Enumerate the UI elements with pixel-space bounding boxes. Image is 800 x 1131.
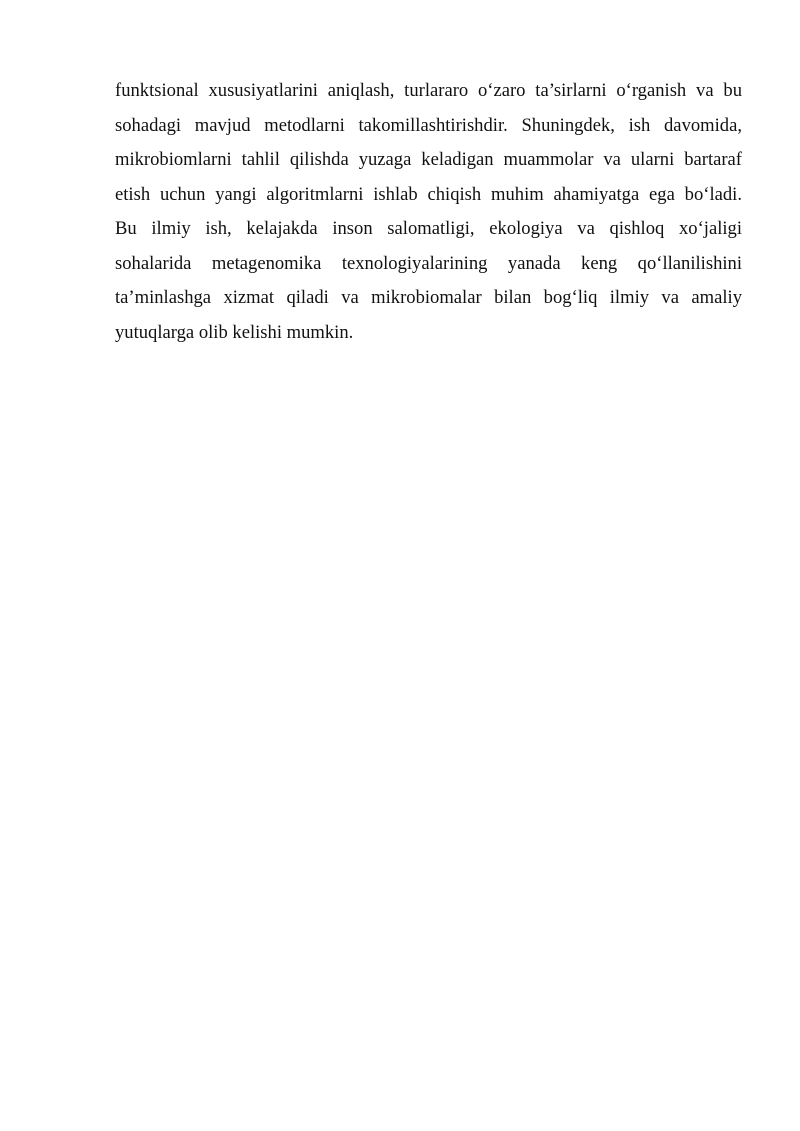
paragraph-line: ta’minlashga xizmat qiladi va mikrobiomalar bilan bog‘liq ilmiy va amaliy (115, 287, 742, 308)
paragraph-line: mikrobiomlarni tahlil qilishda yuzaga keladigan muammolar va ularni bartaraf (115, 149, 742, 170)
paragraph-line: yutuqlarga olib kelishi mumkin. (115, 321, 354, 343)
paragraph-line: sohadagi mavjud metodlarni takomillashtirishdir. Shuningdek, ish davomida, (115, 114, 742, 136)
paragraph-line: Bu ilmiy ish, kelajakda inson salomatligi, ekologiya va qishloq xo‘jaligi (115, 218, 742, 239)
paragraph-line: funktsional xususiyatlarini aniqlash, turlararo o‘zaro ta’sirlarni o‘rganish va bu (115, 80, 742, 101)
paragraph-line: etish uchun yangi algoritmlarni ishlab chiqish muhim ahamiyatga ega bo‘ladi. (115, 183, 742, 205)
body-paragraph (115, 74, 742, 350)
paragraph-line: sohalarida metagenomika texnologiyalarining yanada keng qo‘llanilishini (115, 252, 742, 274)
